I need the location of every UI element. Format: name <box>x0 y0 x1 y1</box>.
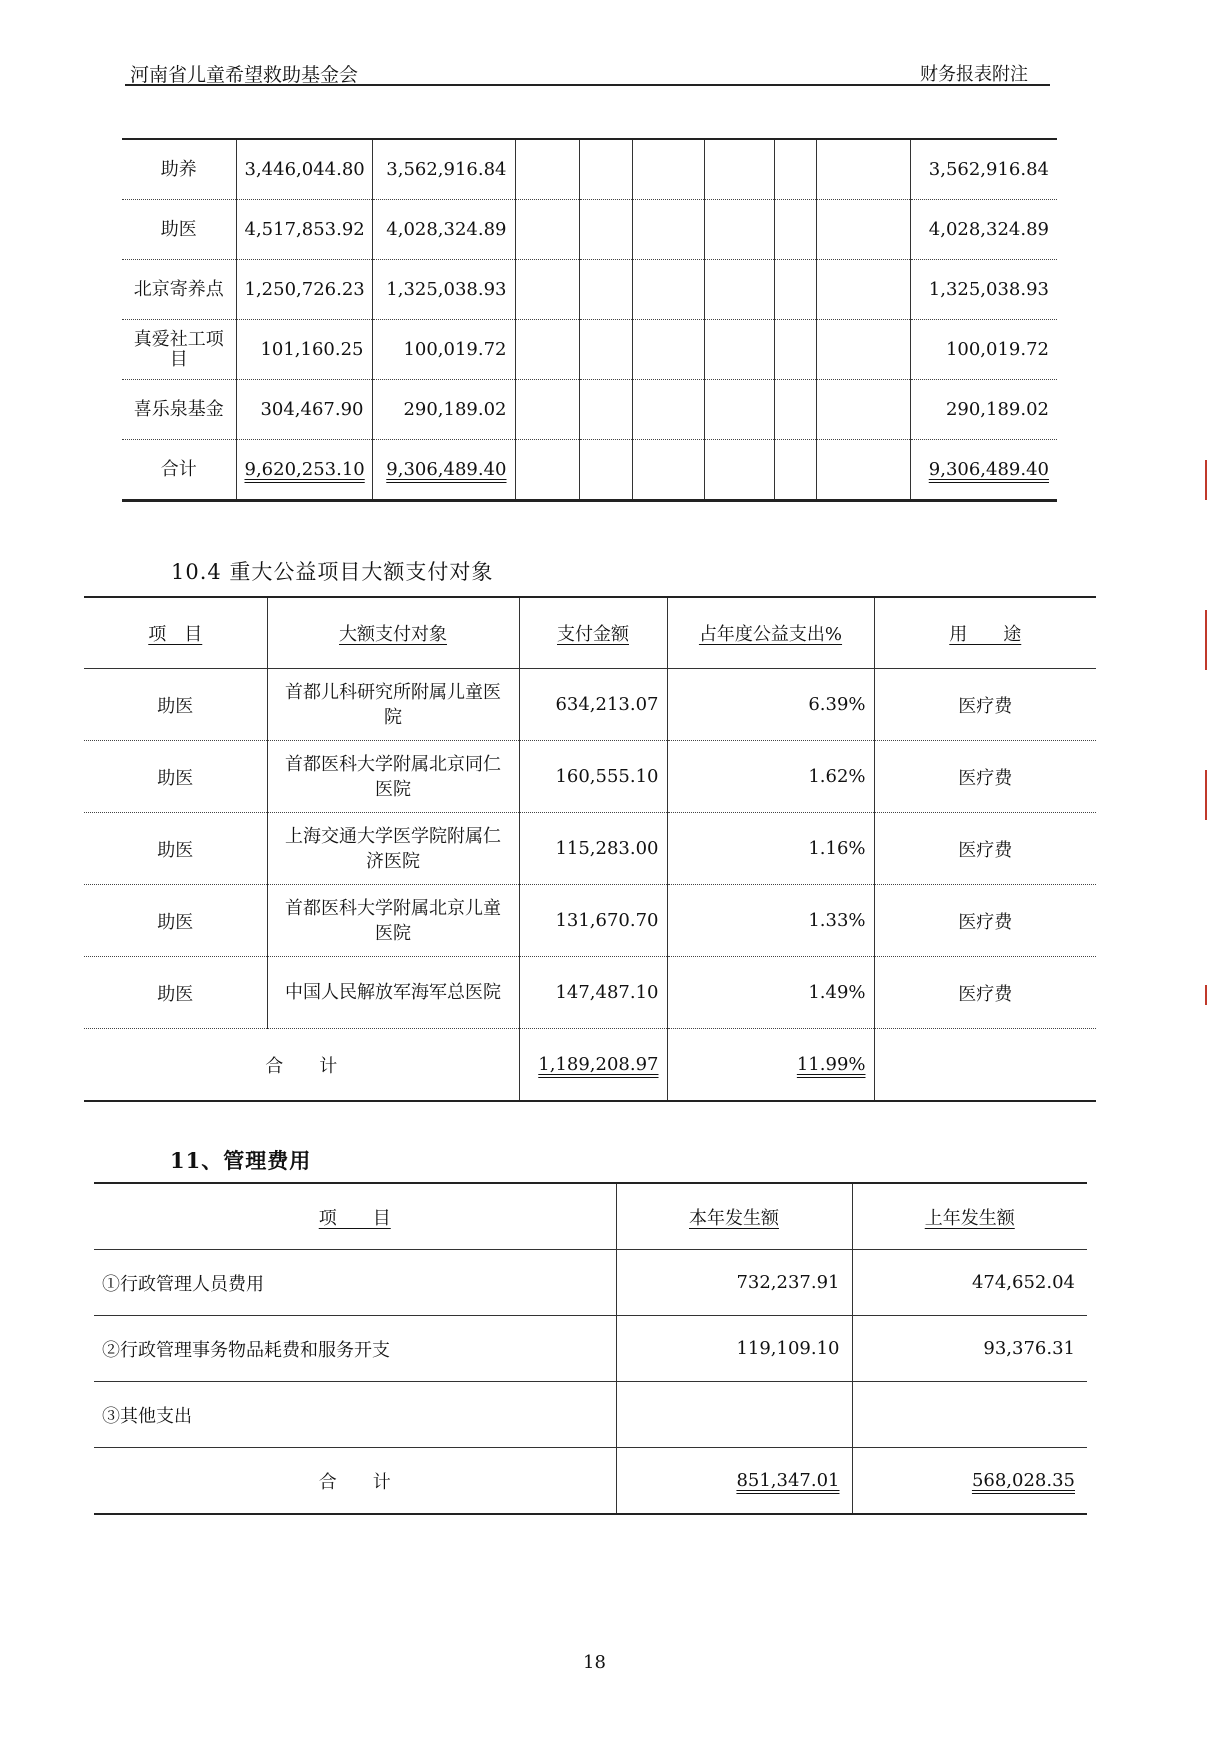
cell-percent: 1.49% <box>667 957 874 1029</box>
header-item: 项 目 <box>318 1207 391 1229</box>
cell-col1: 3,446,044.80 <box>236 139 372 200</box>
cell-last: 3,562,916.84 <box>910 139 1057 200</box>
cell-project: 助医 <box>84 885 267 957</box>
cell-percent: 1.62% <box>667 741 874 813</box>
cell-amount: 160,555.10 <box>519 741 667 813</box>
cell-amount: 634,213.07 <box>519 669 667 741</box>
table-row <box>122 380 1057 440</box>
header-percent: 占年度公益支出% <box>698 624 843 645</box>
cell-col2: 9,306,489.40 <box>386 459 507 480</box>
table-row <box>122 260 1057 320</box>
cell-payee: 上海交通大学医学院附属仁济医院 <box>267 813 519 885</box>
table-row <box>122 320 1057 380</box>
cell-last: 1,325,038.93 <box>910 260 1057 320</box>
cell-prior: 93,376.31 <box>852 1316 1087 1382</box>
table-row-total <box>122 440 1057 501</box>
cell-prior: 474,652.04 <box>852 1250 1087 1316</box>
scan-edge-mark <box>1205 610 1207 670</box>
total-current: 851,347.01 <box>736 1470 840 1491</box>
total-amount: 1,189,208.97 <box>538 1054 659 1075</box>
cell-item: ②行政管理事务物品耗费和服务开支 <box>94 1316 616 1382</box>
scan-edge-mark <box>1205 770 1207 820</box>
table-row-total <box>84 1029 1096 1102</box>
cell-amount: 131,670.70 <box>519 885 667 957</box>
row-name: 助养 <box>122 139 236 200</box>
header-amount: 支付金额 <box>557 624 629 645</box>
cell-col1: 304,467.90 <box>236 380 372 440</box>
row-name: 喜乐泉基金 <box>122 380 236 440</box>
cell-current <box>616 1382 852 1448</box>
cell-current: 119,109.10 <box>616 1316 852 1382</box>
header-prior-year: 上年发生额 <box>924 1207 1015 1229</box>
table-header-row <box>84 597 1096 669</box>
header-org-name: 河南省儿童希望救助基金会 <box>130 64 359 86</box>
header-doc-title: 财务报表附注 <box>920 64 1028 85</box>
table-row <box>84 957 1096 1029</box>
cell-col2: 100,019.72 <box>372 320 515 380</box>
section-title-11: 11、管理费用 <box>170 1148 312 1173</box>
cell-use: 医疗费 <box>874 957 1096 1029</box>
large-payment-table <box>84 596 1096 1102</box>
cell-col1: 4,517,853.92 <box>236 200 372 260</box>
header-rule <box>125 84 1050 86</box>
table-header-row <box>94 1183 1087 1250</box>
cell-last: 9,306,489.40 <box>928 459 1049 480</box>
cell-payee: 首都医科大学附属北京儿童医院 <box>267 885 519 957</box>
cell-project: 助医 <box>84 813 267 885</box>
header-project: 项 目 <box>148 624 203 645</box>
cell-col2: 3,562,916.84 <box>372 139 515 200</box>
total-prior: 568,028.35 <box>971 1470 1075 1491</box>
total-label: 合 计 <box>94 1448 616 1515</box>
cell-col1: 101,160.25 <box>236 320 372 380</box>
cell-use: 医疗费 <box>874 813 1096 885</box>
cell-percent: 1.33% <box>667 885 874 957</box>
cell-percent: 1.16% <box>667 813 874 885</box>
row-name: 合计 <box>122 440 236 501</box>
cell-col1: 1,250,726.23 <box>236 260 372 320</box>
scan-edge-mark <box>1205 985 1207 1005</box>
cell-project: 助医 <box>84 669 267 741</box>
management-expense-table <box>94 1182 1087 1515</box>
cell-last: 290,189.02 <box>910 380 1057 440</box>
cell-amount: 147,487.10 <box>519 957 667 1029</box>
table-row <box>94 1316 1087 1382</box>
table-row-total <box>94 1448 1087 1515</box>
cell-payee: 首都儿科研究所附属儿童医院 <box>267 669 519 741</box>
table-row <box>84 669 1096 741</box>
cell-use: 医疗费 <box>874 885 1096 957</box>
cell-use: 医疗费 <box>874 741 1096 813</box>
table-row <box>84 813 1096 885</box>
cell-amount: 115,283.00 <box>519 813 667 885</box>
row-name: 助医 <box>122 200 236 260</box>
cell-last: 100,019.72 <box>910 320 1057 380</box>
cell-last: 4,028,324.89 <box>910 200 1057 260</box>
header-payee: 大额支付对象 <box>339 624 447 645</box>
total-percent: 11.99% <box>796 1054 866 1075</box>
cell-percent: 6.39% <box>667 669 874 741</box>
section-title-10-4: 10.4 重大公益项目大额支付对象 <box>171 560 494 584</box>
row-name: 北京寄养点 <box>122 260 236 320</box>
cell-col2: 4,028,324.89 <box>372 200 515 260</box>
header-current-year: 本年发生额 <box>689 1207 779 1229</box>
cell-item: ③其他支出 <box>94 1382 616 1448</box>
cell-prior <box>852 1382 1087 1448</box>
total-label: 合 计 <box>84 1029 519 1102</box>
table-row <box>122 139 1057 200</box>
cell-payee: 中国人民解放军海军总医院 <box>267 957 519 1029</box>
cell-col1: 9,620,253.10 <box>244 459 365 480</box>
project-expense-table <box>122 138 1057 502</box>
cell-col2: 290,189.02 <box>372 380 515 440</box>
table-row <box>84 741 1096 813</box>
cell-project: 助医 <box>84 741 267 813</box>
page-number: 18 <box>583 1652 606 1673</box>
cell-item: ①行政管理人员费用 <box>94 1250 616 1316</box>
cell-use: 医疗费 <box>874 669 1096 741</box>
scan-edge-mark <box>1205 460 1207 500</box>
cell-project: 助医 <box>84 957 267 1029</box>
table-row <box>94 1250 1087 1316</box>
cell-current: 732,237.91 <box>616 1250 852 1316</box>
cell-payee: 首都医科大学附属北京同仁医院 <box>267 741 519 813</box>
table-row <box>94 1382 1087 1448</box>
table-row <box>84 885 1096 957</box>
cell-col2: 1,325,038.93 <box>372 260 515 320</box>
header-use: 用 途 <box>949 624 1022 645</box>
row-name: 真爱社工项目 <box>122 320 236 380</box>
table-row <box>122 200 1057 260</box>
